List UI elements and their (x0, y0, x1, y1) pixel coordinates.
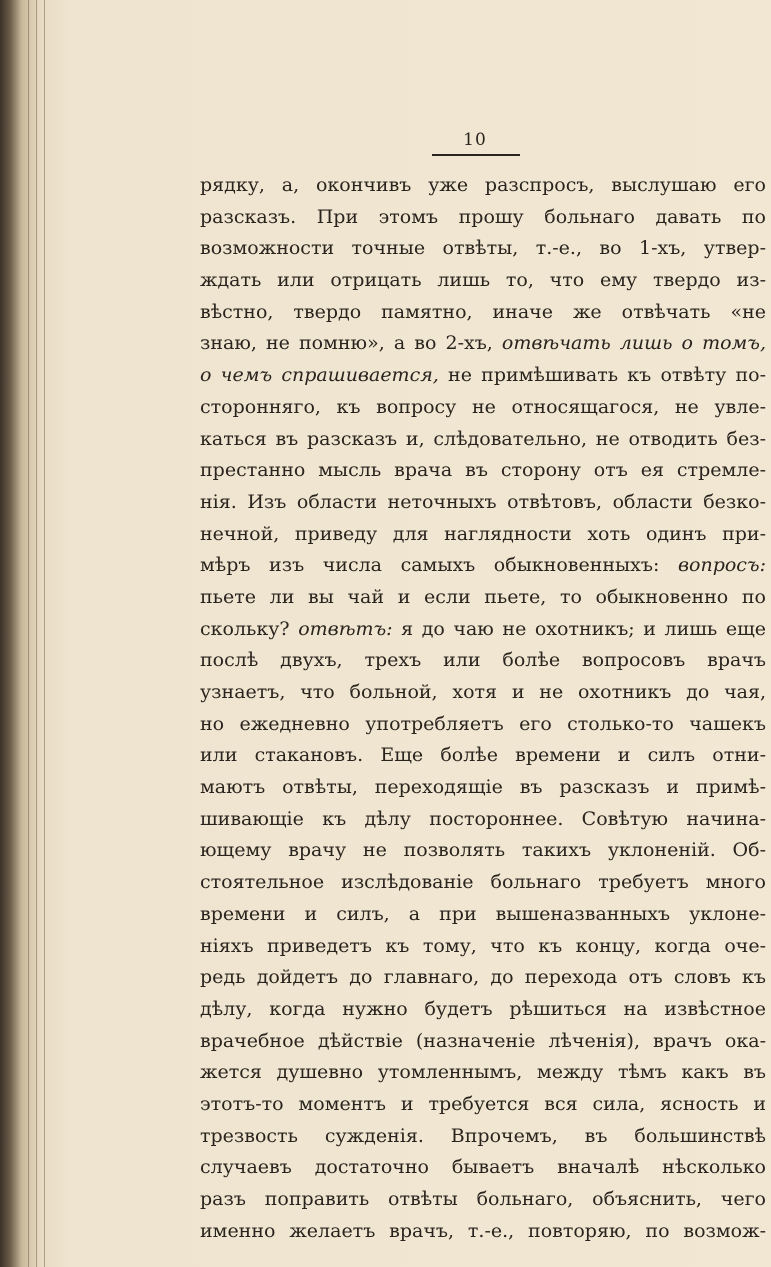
binding-edge-line (36, 0, 37, 1267)
text-run: каться въ разсказъ и, слѣдовательно, не отводить без- (200, 427, 766, 450)
text-run: скольку? (200, 617, 299, 640)
text-run: мѣръ изъ числа самыхъ обыкновенныхъ: (200, 554, 678, 577)
text-run: знаю, не помню», а во 2-хъ, (200, 332, 502, 355)
body-text (200, 170, 766, 1247)
page-number: 10 (463, 130, 487, 150)
text-line (200, 1216, 766, 1248)
text-run: разъ поправить отвѣты больнаго, объяснить, чего (200, 1188, 766, 1210)
italic-text: о чемъ спрашивается, (200, 364, 439, 387)
text-run: времени и силъ, а при вышеназванныхъ уклоне- (200, 902, 766, 925)
text-run: рядку, а, окончивъ уже разспросъ, выслушаю его (200, 174, 766, 196)
text-line (200, 487, 766, 519)
text-run: именно желаетъ врачъ, т.-е., повторяю, по возмож- (200, 1219, 766, 1242)
text-run: маютъ отвѣты, переходящіе въ разсказъ и примѣ- (200, 776, 766, 799)
text-line (200, 1152, 766, 1184)
text-line (200, 962, 766, 994)
text-line (200, 455, 766, 487)
text-run: нія. Изъ области неточныхъ отвѣтовъ, области безко- (200, 490, 766, 513)
binding-edge-line (28, 0, 29, 1267)
page-number-rule (432, 154, 520, 156)
text-run: ющему врачу не позволять такихъ уклоненій. Об- (200, 839, 766, 862)
text-line (200, 360, 766, 392)
text-run: жется душевно утомленнымъ, между тѣмъ какъ въ (200, 1061, 766, 1084)
text-run: не примѣшивать къ отвѣту по- (438, 364, 766, 387)
text-run: послѣ двухъ, трехъ или болѣе вопросовъ врачъ (200, 649, 766, 672)
text-line (200, 265, 766, 297)
text-line (200, 899, 766, 931)
text-line (200, 709, 766, 741)
text-run: узнаетъ, что больной, хотя и не охотникъ до чая, (200, 681, 766, 703)
italic-text: отвѣтъ: (298, 617, 393, 640)
text-line (200, 1026, 766, 1058)
text-run: я до чаю не охотникъ; и лишь еще (392, 617, 766, 640)
text-run: разсказъ. При этомъ прошу больнаго давать по (200, 205, 766, 228)
text-run: редь дойдетъ до главнаго, до перехода отъ словъ къ (200, 966, 766, 989)
text-line (200, 835, 766, 867)
text-run: дѣлу, когда нужно будетъ рѣшиться на извѣстное (200, 997, 766, 1020)
text-line (200, 424, 766, 456)
text-run: нечной, приведу для наглядности хоть одинъ при- (200, 522, 766, 545)
text-line (200, 202, 766, 234)
text-line (200, 1057, 766, 1089)
italic-text: вопросъ: (677, 554, 766, 577)
text-line (200, 519, 766, 551)
italic-text: отвѣчать лишь о томъ, (501, 332, 766, 355)
text-line (200, 170, 766, 202)
text-line (200, 804, 766, 836)
text-line (200, 582, 766, 614)
text-run: стоятельное изслѣдованіе больнаго требуетъ много (200, 871, 766, 894)
text-line (200, 994, 766, 1026)
text-line (200, 392, 766, 424)
text-line (200, 1184, 766, 1216)
text-run: возможности точные отвѣты, т.-е., во 1-хъ, утвер- (200, 237, 766, 260)
text-line (200, 1089, 766, 1121)
text-run: этотъ-то моментъ и требуется вся сила, ясность и (200, 1092, 766, 1115)
text-line (200, 645, 766, 677)
text-line (200, 550, 766, 582)
text-line (200, 614, 766, 646)
text-line (200, 867, 766, 899)
text-run: или стакановъ. Еще болѣе времени и силъ отни- (200, 744, 766, 767)
binding-edge-line (44, 0, 45, 1267)
text-run: вѣстно, твердо памятно, иначе же отвѣчать «не (200, 300, 766, 323)
text-line (200, 677, 766, 709)
text-line (200, 328, 766, 360)
text-run: престанно мысль врача въ сторону отъ ея стремле- (200, 459, 766, 482)
text-line (200, 931, 766, 963)
text-run: шивающіе къ дѣлу постороннее. Совѣтую начина- (200, 807, 766, 830)
text-line (200, 772, 766, 804)
text-line (200, 1121, 766, 1153)
text-run: ніяхъ приведетъ къ тому, что къ концу, когда оче- (200, 934, 766, 957)
text-line (200, 233, 766, 265)
text-line (200, 740, 766, 772)
text-run: случаевъ достаточно бываетъ вначалѣ нѣсколько (200, 1156, 766, 1179)
text-line (200, 297, 766, 329)
text-run: ждать или отрицать лишь то, что ему твердо из- (200, 269, 766, 292)
text-run: врачебное дѣйствіе (назначеніе лѣченія), врачъ ока- (200, 1029, 766, 1052)
text-run: сторонняго, къ вопросу не относящагося, не увле- (200, 395, 766, 418)
text-run: трезвость сужденія. Впрочемъ, въ большинствѣ (200, 1124, 766, 1147)
text-run: но ежедневно употребляетъ его столько-то чашекъ (200, 712, 766, 735)
text-run: пьете ли вы чай и если пьете, то обыкновенно по (200, 585, 766, 608)
